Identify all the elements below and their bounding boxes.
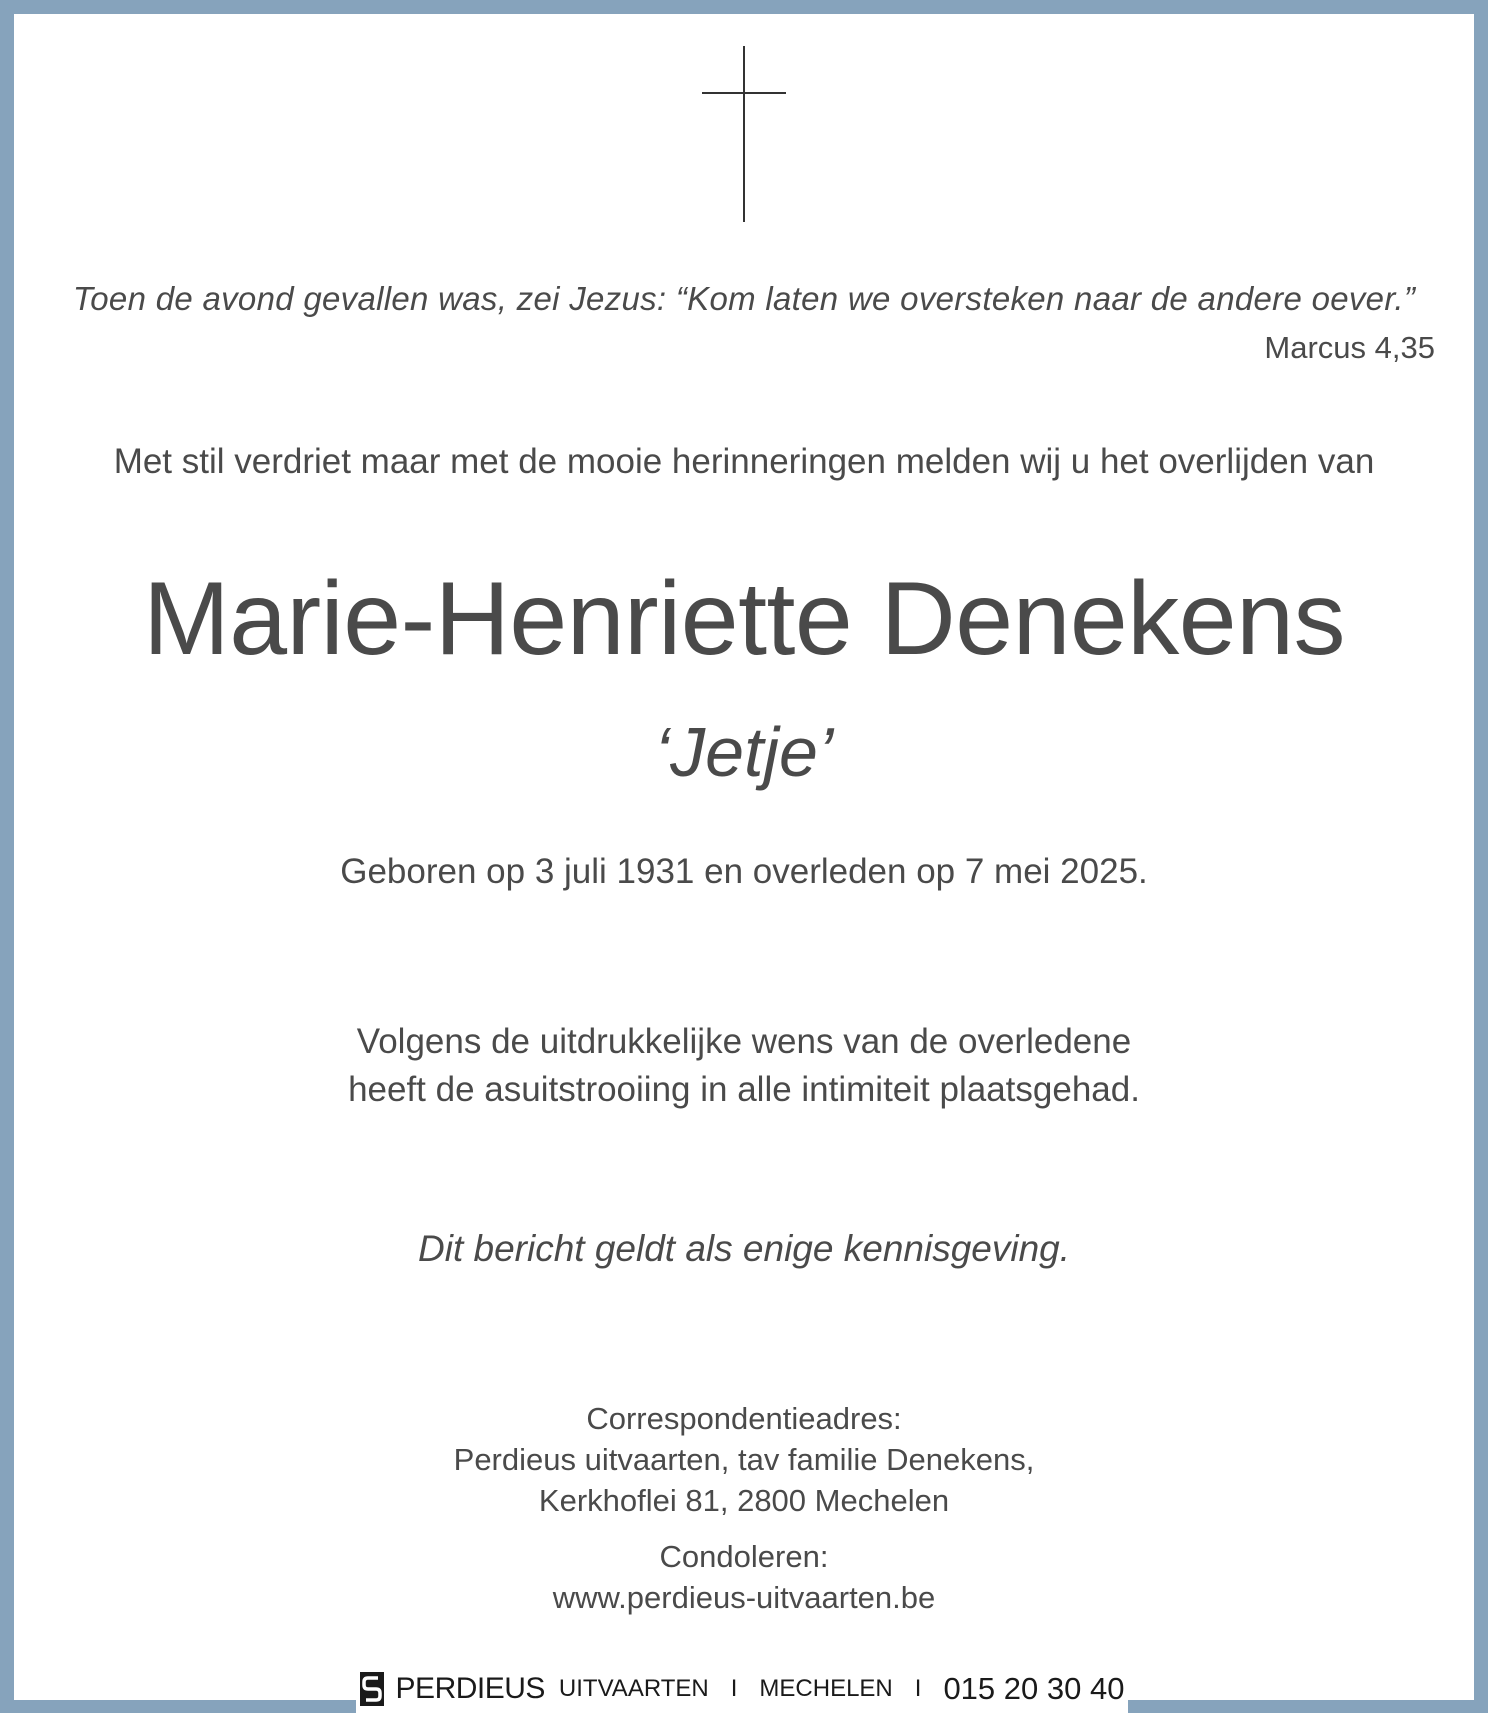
footer-city: MECHELEN — [759, 1674, 893, 1702]
cross-icon — [702, 46, 786, 222]
condolences-block — [0, 1536, 1488, 1618]
correspondence-address — [0, 1398, 1488, 1521]
footer-phone[interactable]: 015 20 30 40 — [943, 1670, 1125, 1706]
bible-quote: Toen de avond gevallen was, zei Jezus: “Kom laten we oversteken naar de andere oever.” — [72, 280, 1416, 317]
bottom-border-left — [0, 1700, 356, 1713]
deceased-nickname: ‘Jetje’ — [654, 713, 834, 791]
footer-brand: PERDIEUS — [395, 1671, 545, 1705]
wish-line-2: heeft de asuitstrooiing in alle intimiteit plaatsgehad. — [348, 1070, 1140, 1109]
funeral-home-footer — [356, 1664, 1128, 1713]
cross-vertical — [743, 46, 745, 222]
intro-text: Met stil verdriet maar met de mooie herinneringen melden wij u het overlijden van — [113, 442, 1375, 481]
correspondence-line-1: Perdieus uitvaarten, tav familie Denekens, — [453, 1442, 1035, 1477]
condolences-url[interactable]: www.perdieus-uitvaarten.be — [552, 1580, 936, 1615]
correspondence-label: Correspondentieadres: — [586, 1401, 902, 1436]
wish-line-1: Volgens de uitdrukkelijke wens van de overledene — [356, 1022, 1132, 1061]
perdieus-logo-icon — [360, 1672, 384, 1706]
condolences-label: Condoleren: — [659, 1539, 829, 1574]
wish-text — [0, 1018, 1488, 1114]
cross-horizontal — [702, 92, 786, 94]
bottom-border-right — [1128, 1700, 1488, 1713]
footer-separator-1: I — [730, 1674, 738, 1702]
life-dates: Geboren op 3 juli 1931 en overleden op 7 mei 2025. — [340, 852, 1148, 891]
deceased-name: Marie-Henriette Denekens — [143, 561, 1345, 677]
quote-reference: Marcus 4,35 — [1264, 330, 1435, 365]
footer-separator-2: I — [914, 1674, 922, 1702]
notice-text: Dit bericht geldt als enige kennisgeving. — [418, 1228, 1070, 1269]
footer-brand-sub: UITVAARTEN — [558, 1674, 709, 1702]
correspondence-line-2: Kerkhoflei 81, 2800 Mechelen — [538, 1483, 950, 1518]
